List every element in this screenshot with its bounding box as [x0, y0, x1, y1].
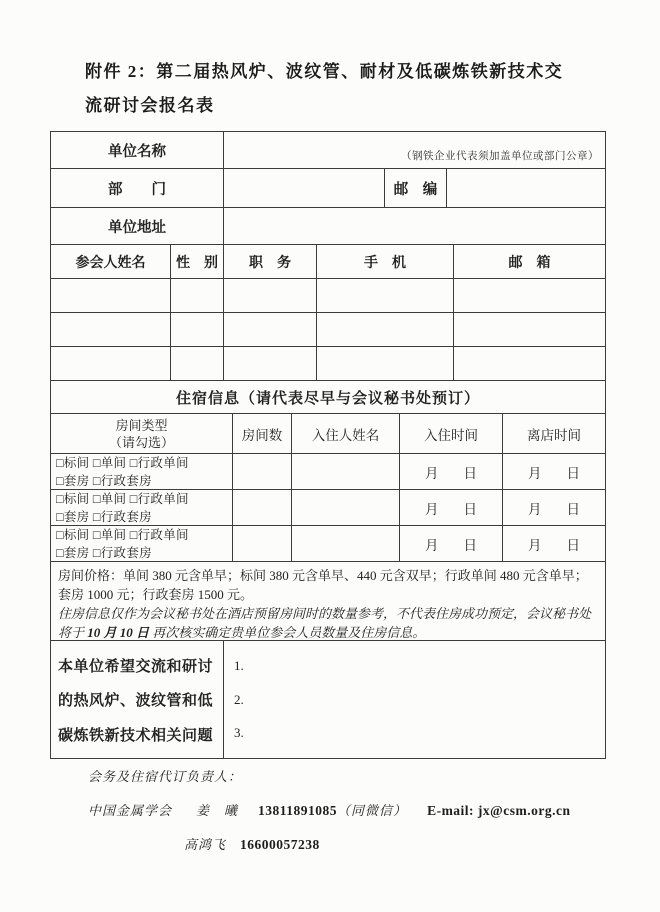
title-line-1: 附件 2：第二届热风炉、波纹管、耐材及低碳炼铁新技术交	[85, 62, 564, 81]
lodging-header-row	[51, 414, 606, 454]
checkout-date-cell	[503, 526, 606, 562]
postcode-input-cell	[447, 169, 606, 208]
day-label: 日	[463, 501, 477, 517]
checkin-date-cell	[400, 454, 503, 490]
attendee-email-cell	[454, 279, 606, 313]
room-count-cell	[233, 490, 292, 526]
topics-items-cell	[224, 641, 606, 759]
room-selection-row	[51, 490, 606, 526]
room-options-line-1: □标间 □单间 □行政单间	[56, 455, 189, 470]
header-position: 职 务	[224, 245, 317, 279]
booking-note: 住房信息仅作为会议秘书处在酒店预留房间时的数量参考，不代表住房成功预定，会议秘书处将于 10 月 10 日 再次核实确定贵单位参会人员数量及住房信息。	[58, 606, 592, 640]
header-mobile: 手 机	[317, 245, 454, 279]
address-label: 单位地址	[51, 208, 224, 245]
booking-deadline-date: 10 月 10 日	[87, 625, 150, 640]
unit-name-input-cell	[224, 132, 606, 169]
room-options-line-2: □套房 □行政套房	[56, 509, 152, 524]
header-guest-name: 入住人姓名	[292, 414, 400, 454]
room-options-cell	[51, 454, 233, 490]
day-label: 日	[566, 465, 580, 481]
attendee-name-cell	[51, 347, 171, 381]
topics-label-cell	[51, 641, 224, 759]
footer-contact-email: E-mail: jx@csm.org.cn	[427, 803, 571, 818]
room-type-header-line2: （请勾选）	[108, 434, 174, 450]
topic-item-1: 1.	[234, 658, 244, 674]
topic-item-2: 2.	[234, 691, 244, 707]
day-label: 日	[463, 537, 477, 553]
attendee-mobile-cell	[317, 279, 454, 313]
room-selection-row	[51, 454, 606, 490]
topics-label-line-3: 碳炼铁新技术相关问题	[58, 726, 214, 744]
header-checkin: 入住时间	[400, 414, 503, 454]
checkout-date-cell	[503, 454, 606, 490]
topics-row	[51, 641, 606, 759]
attendee-email-cell	[454, 347, 606, 381]
price-note-row	[51, 562, 606, 641]
header-room-count: 房间数	[233, 414, 292, 454]
department-label: 部 门	[51, 169, 224, 208]
header-room-type	[51, 414, 233, 454]
attachment-title	[85, 55, 585, 123]
footer-contact-name: 姜 曦	[196, 803, 239, 818]
lodging-section-title: 住宿信息（请代表尽早与会议秘书处预订）	[51, 381, 606, 414]
department-row	[51, 169, 606, 208]
footer-contact2-name: 高鸿飞	[184, 837, 227, 852]
footer-contact-header: 会务及住宿代订负责人：	[88, 769, 243, 784]
checkout-date-cell	[503, 490, 606, 526]
unit-name-row	[51, 132, 606, 169]
guest-name-cell	[292, 490, 400, 526]
attendee-gender-cell	[171, 347, 224, 381]
room-options-line-2: □套房 □行政套房	[56, 545, 152, 560]
header-attendee-name: 参会人姓名	[51, 245, 171, 279]
attendee-mobile-cell	[317, 313, 454, 347]
attendee-row	[51, 313, 606, 347]
footer-contact-line-1	[88, 800, 570, 819]
address-row	[51, 208, 606, 245]
attendee-name-cell	[51, 313, 171, 347]
month-label: 月	[528, 501, 542, 517]
price-note-cell	[51, 562, 606, 641]
postcode-label: 邮 编	[385, 169, 447, 208]
footer-contact2-phone: 16600057238	[240, 837, 320, 852]
attendee-position-cell	[224, 313, 317, 347]
checkin-date-cell	[400, 526, 503, 562]
registration-table	[50, 131, 606, 759]
company-seal-note: （钢铁企业代表须加盖单位或部门公章）	[401, 151, 599, 162]
topics-label-line-2: 的热风炉、波纹管和低	[58, 692, 214, 709]
attendee-row	[51, 279, 606, 313]
room-count-cell	[233, 526, 292, 562]
attendee-name-cell	[51, 279, 171, 313]
month-label: 月	[528, 537, 542, 553]
title-line-2: 流研讨会报名表	[85, 96, 215, 115]
address-input-cell	[224, 208, 606, 245]
footer-phone-note: （同微信）	[337, 803, 408, 818]
footer-contact-line-2	[184, 834, 320, 853]
month-label: 月	[528, 465, 542, 481]
topics-label-line-1: 本单位希望交流和研讨	[58, 657, 214, 675]
attendee-position-cell	[224, 347, 317, 381]
attendee-header-row	[51, 245, 606, 279]
month-label: 月	[425, 537, 439, 553]
room-selection-row	[51, 526, 606, 562]
day-label: 日	[566, 501, 580, 517]
attendee-email-cell	[454, 313, 606, 347]
room-count-cell	[233, 454, 292, 490]
attendee-position-cell	[224, 279, 317, 313]
room-options-line-1: □标间 □单间 □行政单间	[56, 491, 189, 506]
day-label: 日	[566, 537, 580, 553]
attendee-row	[51, 347, 606, 381]
lodging-section-title-row	[51, 381, 606, 414]
month-label: 月	[425, 501, 439, 517]
attendee-gender-cell	[171, 313, 224, 347]
header-gender: 性 别	[171, 245, 224, 279]
room-options-cell	[51, 490, 233, 526]
department-input-cell	[224, 169, 385, 208]
attendee-gender-cell	[171, 279, 224, 313]
header-checkout: 离店时间	[503, 414, 606, 454]
room-options-cell	[51, 526, 233, 562]
footer-org: 中国金属学会	[88, 803, 173, 818]
room-type-header-line1: 房间类型	[115, 417, 168, 433]
attendee-mobile-cell	[317, 347, 454, 381]
room-options-line-2: □套房 □行政套房	[56, 473, 152, 488]
guest-name-cell	[292, 454, 400, 490]
unit-name-label: 单位名称	[51, 132, 224, 169]
topic-item-3: 3.	[234, 724, 244, 740]
month-label: 月	[425, 465, 439, 481]
checkin-date-cell	[400, 490, 503, 526]
room-price-text: 房间价格：单间 380 元含单早；标间 380 元含单早、440 元含双早；行政单间 480 元含单早；套房 1000 元；行政套房 1500 元。	[58, 568, 588, 602]
guest-name-cell	[292, 526, 400, 562]
room-options-line-1: □标间 □单间 □行政单间	[56, 527, 189, 542]
day-label: 日	[463, 465, 477, 481]
header-email: 邮 箱	[454, 245, 606, 279]
footer-contact-phone: 13811891085	[258, 803, 338, 818]
